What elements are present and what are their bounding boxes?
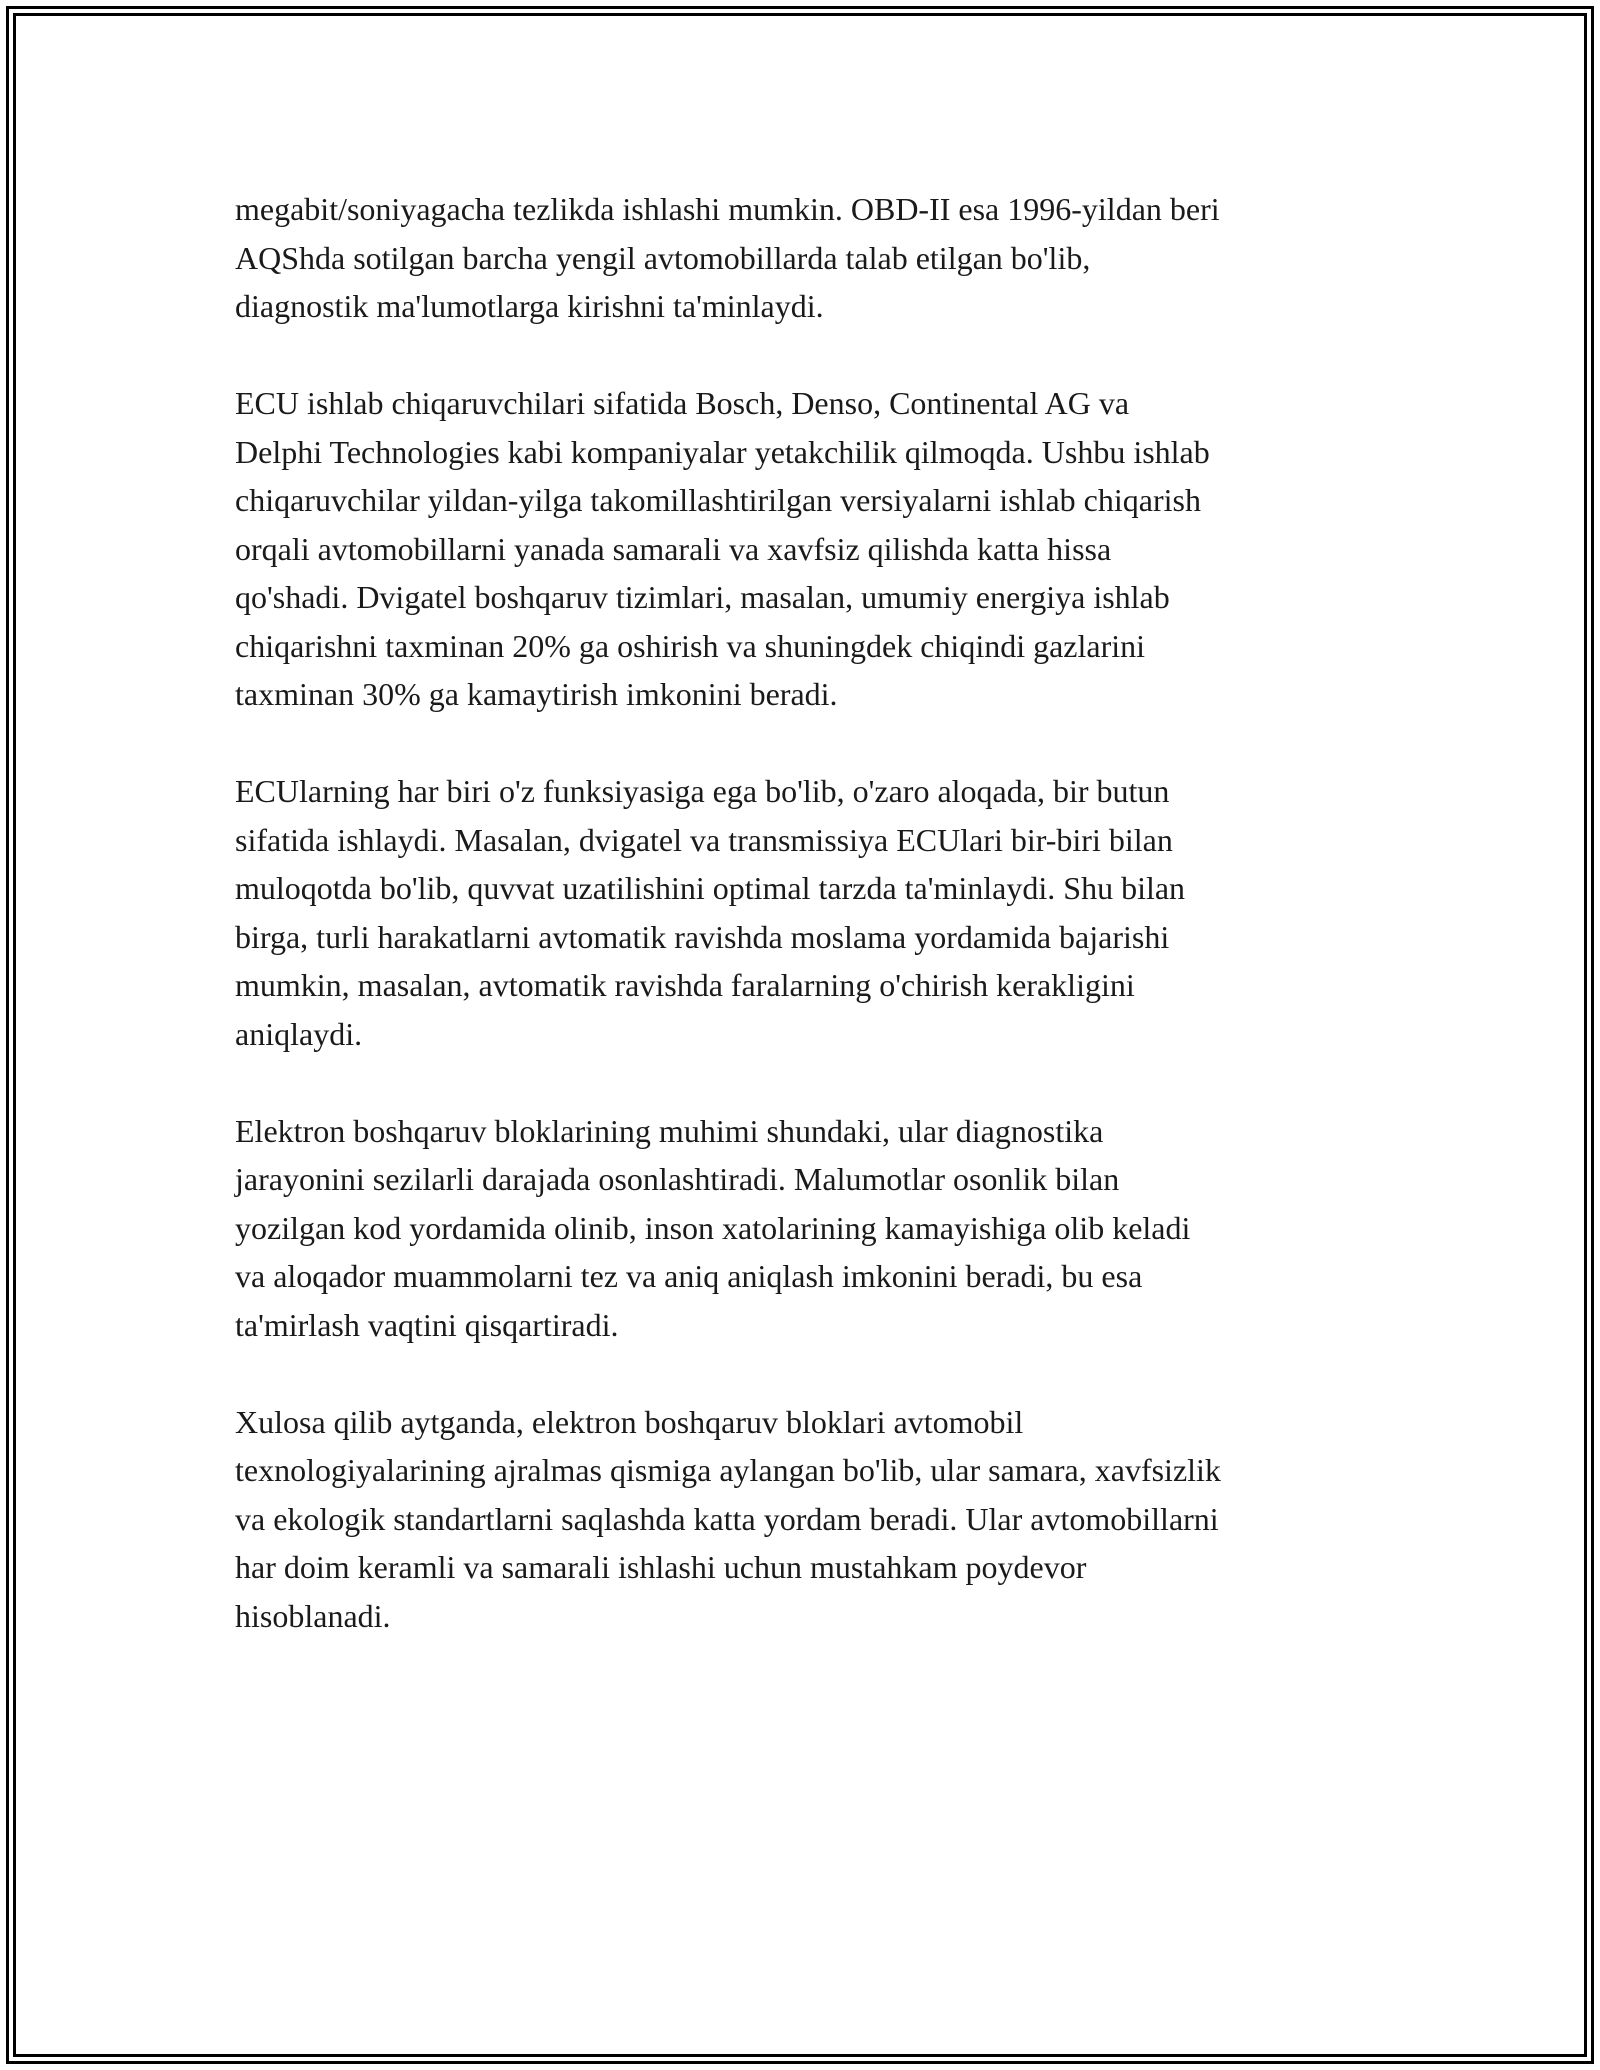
- paragraph-2: ECU ishlab chiqaruvchilari sifatida Bosch, Denso, Continental AG va Delphi Technologies kabi kompaniyalar yetakchilik qilmoqda. Ushbu ishlab chiqaruvchilar yildan-yilga takomillashtirilgan versiyalarni ishlab chiqarish orqali avtomobillarni yanada samarali va xavfsiz qilishda katta hissa qo'shadi. Dvigatel boshqaruv tizimlari, masalan, umumiy energiya ishlab chiqarishni taxminan 20% ga oshirish va shuningdek chiqindi gazlarini taxminan 30% ga kamaytirish imkonini beradi.: [235, 385, 1210, 712]
- paragraph-1: megabit/soniyagacha tezlikda ishlashi mumkin. OBD-II esa 1996-yildan beri AQShda sotilgan barcha yengil avtomobillarda talab etilgan bo'lib, diagnostik ma'lumotlarga kirishni ta'minlaydi.: [235, 191, 1220, 324]
- paragraph-3: ECUlarning har biri o'z funksiyasiga ega bo'lib, o'zaro aloqada, bir butun sifatida ishlaydi. Masalan, dvigatel va transmissiya ECUlari bir-biri bilan muloqotda bo'lib, quvvat uzatilishini optimal tarzda ta'minlaydi. Shu bilan birga, turli harakatlarni avtomatik ravishda moslama yordamida bajarishi mumkin, masalan, avtomatik ravishda faralarning o'chirish kerakligini aniqlaydi.: [235, 773, 1186, 1052]
- document-body: [235, 185, 1375, 1689]
- paragraph-5: Xulosa qilib aytganda, elektron boshqaruv bloklari avtomobil texnologiyalarining ajralmas qismiga aylangan bo'lib, ular samara, xavfsizlik va ekologik standartlarni saqlashda katta yordam beradi. Ular avtomobillarni har doim keramli va samarali ishlashi uchun mustahkam poydevor hisoblanadi.: [235, 1403, 1221, 1634]
- paragraph-4: Elektron boshqaruv bloklarining muhimi shundaki, ular diagnostika jarayonini sezilarli darajada osonlashtiradi. Malumotlar osonlik bilan yozilgan kod yordamida olinib, inson xatolarining kamayishiga olib keladi va aloqador muammolarni tez va aniq aniqlash imkonini beradi, bu esa ta'mirlash vaqtini qisqartiradi.: [235, 1112, 1191, 1343]
